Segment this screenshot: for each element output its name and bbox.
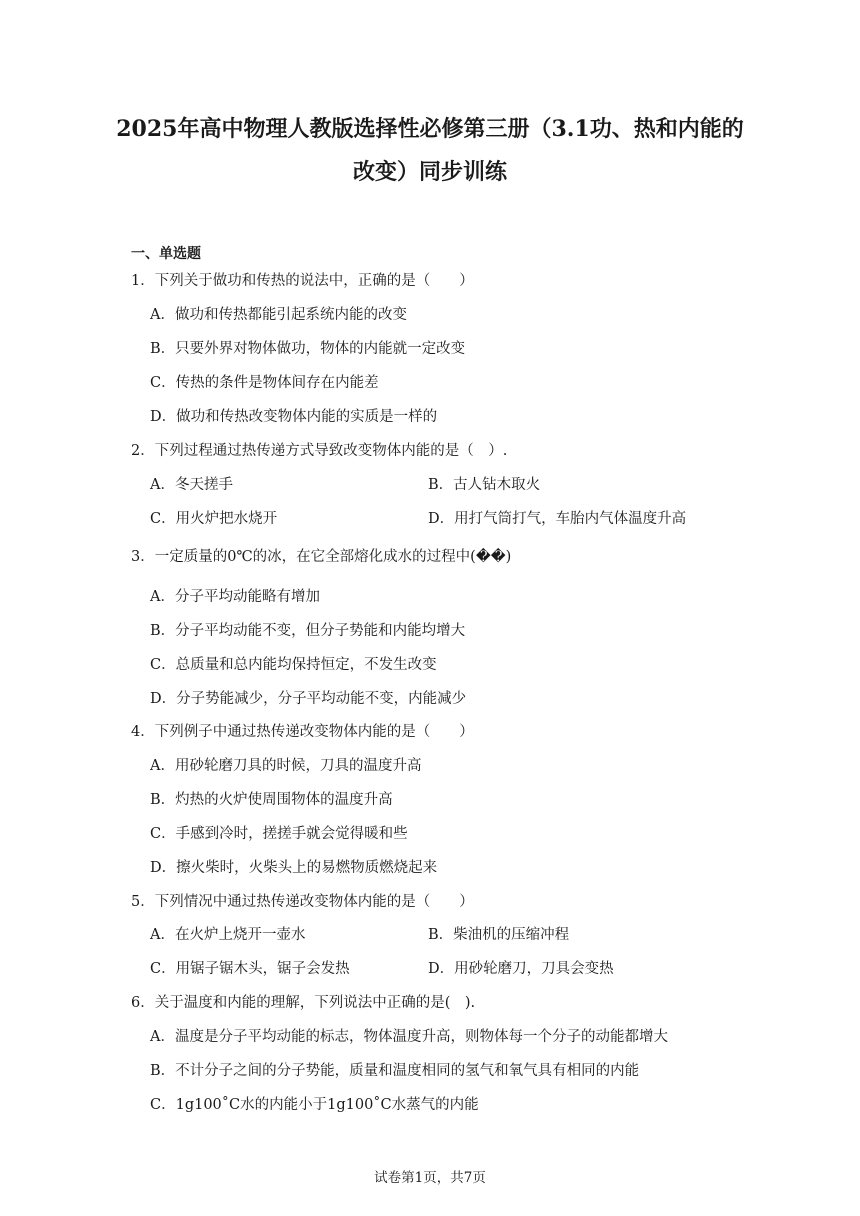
document-title-line-2: 改变）同步训练 [352, 159, 507, 185]
question-2-option-b: B．古人钻木取火 [428, 477, 541, 493]
question-2-stem: 2．下列过程通过热传递方式导致改变物体内能的是（ ）. [131, 443, 508, 459]
question-1-option-c: C．传热的条件是物体间存在内能差 [150, 375, 379, 391]
question-2-option-d: D．用打气筒打气，车胎内气体温度升高 [428, 511, 687, 527]
question-4-option-d: D．擦火柴时，火柴头上的易燃物质燃烧起来 [150, 860, 438, 876]
question-4-option-c: C．手感到冷时，搓搓手就会觉得暖和些 [150, 826, 408, 842]
question-6-option-a: A．温度是分子平均动能的标志，物体温度升高，则物体每一个分子的动能都增大 [150, 1029, 668, 1045]
question-4-option-b: B．灼热的火炉使周围物体的温度升高 [150, 792, 393, 808]
question-2-option-c: C．用火炉把水烧开 [150, 511, 278, 527]
question-3-option-b: B．分子平均动能不变，但分子势能和内能均增大 [150, 623, 466, 639]
question-4-stem: 4．下列例子中通过热传递改变物体内能的是（ ） [131, 724, 474, 740]
page-footer: 试卷第1页，共7页 [374, 1170, 486, 1186]
section-heading: 一、单选题 [131, 246, 201, 262]
question-3-stem: 3．一定质量的0℃的冰，在它全部熔化成水的过程中(��) [131, 549, 512, 565]
question-4-option-a: A．用砂轮磨刀具的时候，刀具的温度升高 [150, 758, 422, 774]
question-3-option-a: A．分子平均动能略有增加 [150, 589, 320, 605]
question-5-option-c: C．用锯子锯木头，锯子会发热 [150, 961, 350, 977]
question-3-option-c: C．总质量和总内能均保持恒定，不发生改变 [150, 657, 437, 673]
question-5-stem: 5．下列情况中通过热传递改变物体内能的是（ ） [131, 894, 474, 910]
question-6-option-b: B．不计分子之间的分子势能，质量和温度相同的氢气和氧气具有相同的内能 [150, 1063, 640, 1079]
question-2-option-a: A．冬天搓手 [150, 477, 233, 493]
question-6-stem: 6．关于温度和内能的理解，下列说法中正确的是( ). [131, 995, 476, 1011]
question-5-option-a: A．在火炉上烧开一壶水 [150, 927, 306, 943]
question-1-option-a: A．做功和传热都能引起系统内能的改变 [150, 307, 407, 323]
question-6-option-c: C．1g100˚C水的内能小于1g100˚C水蒸气的内能 [150, 1097, 479, 1113]
document-title-line-1: 2025年高中物理人教版选择性必修第三册（3.1功、热和内能的 [116, 116, 744, 142]
question-3-option-d: D．分子势能减少，分子平均动能不变，内能减少 [150, 691, 467, 707]
question-1-option-d: D．做功和传热改变物体内能的实质是一样的 [150, 409, 438, 425]
question-5-option-d: D．用砂轮磨刀，刀具会变热 [428, 961, 614, 977]
question-1-stem: 1．下列关于做功和传热的说法中，正确的是（ ） [131, 273, 474, 289]
question-5-option-b: B．柴油机的压缩冲程 [428, 927, 570, 943]
question-1-option-b: B．只要外界对物体做功，物体的内能就一定改变 [150, 341, 466, 357]
